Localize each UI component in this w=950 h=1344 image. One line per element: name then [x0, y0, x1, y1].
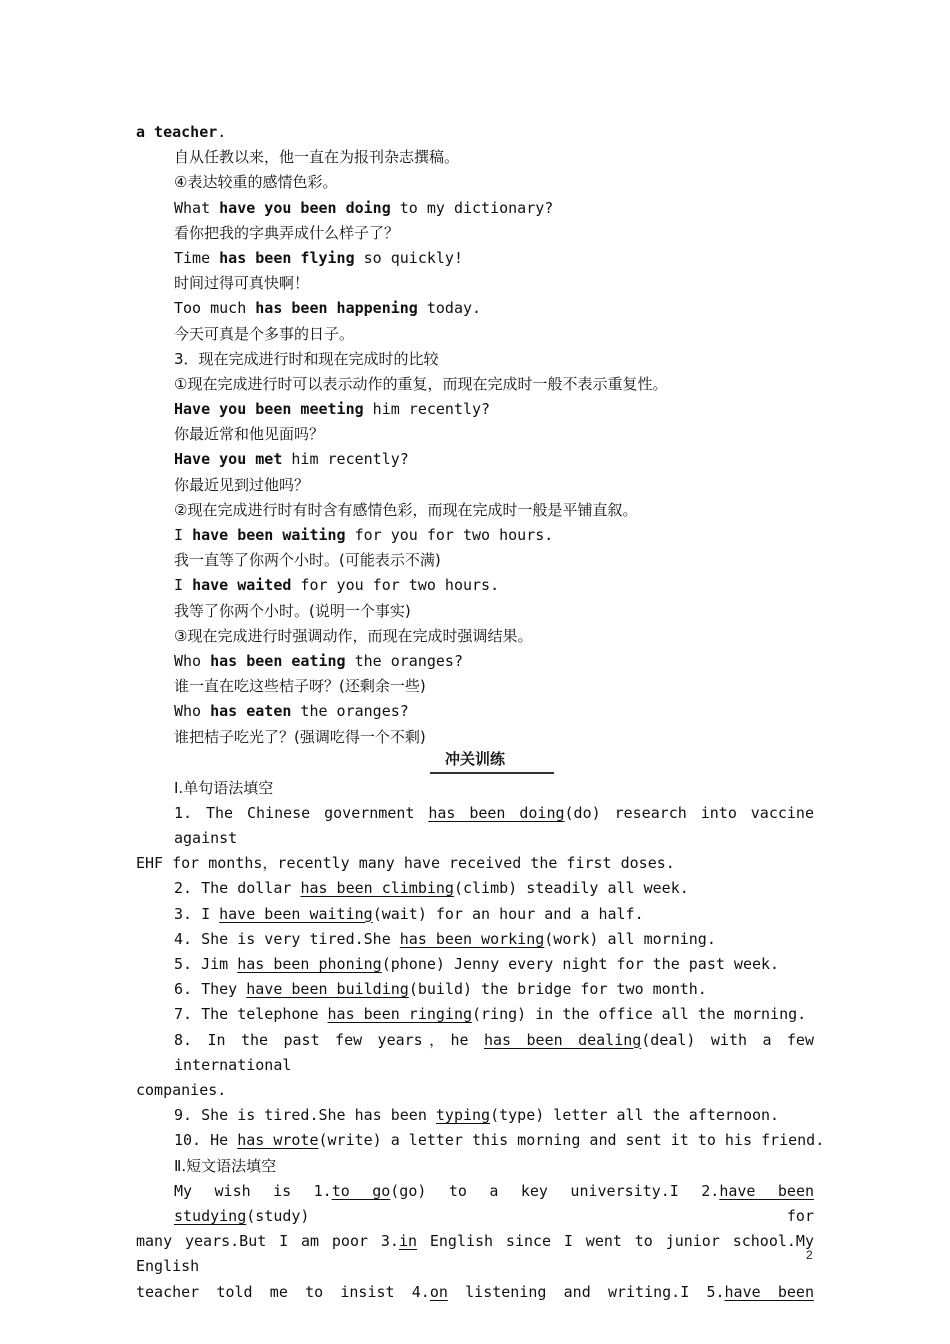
text-run: 我等了你两个小时。(说明一个事实) — [174, 601, 411, 620]
text-line — [136, 548, 814, 573]
text-run: (deal) with a few international — [174, 1030, 814, 1074]
text-run: (wait) for an hour and a half. — [372, 904, 644, 923]
text-run: (climb) steadily all week. — [453, 879, 689, 898]
exercise-line — [136, 1103, 814, 1128]
section-heading-2: Ⅱ.短文语法填空 — [174, 1156, 277, 1175]
text-run: 你最近常和他见面吗？ — [174, 425, 325, 444]
section-heading-1: Ⅰ.单句语法填空 — [174, 778, 274, 797]
text-line — [136, 498, 814, 523]
answer-blank: to go — [331, 1181, 391, 1200]
page-number: 2 — [806, 1248, 813, 1262]
text-run: for you for two hours. — [345, 526, 554, 544]
text-run: (ring) in the office all the morning. — [472, 1005, 807, 1024]
answer-blank: typing — [435, 1106, 491, 1125]
text-line — [136, 120, 814, 145]
text-line — [136, 397, 814, 422]
answer-blank: has been phoning — [237, 955, 382, 974]
text-line — [136, 599, 814, 624]
passage-line — [136, 1179, 814, 1229]
text-line — [136, 649, 814, 674]
passage-line — [136, 1280, 814, 1305]
text-line — [136, 145, 814, 170]
page-content — [136, 120, 825, 1305]
exercise-line — [136, 1078, 814, 1103]
text-line — [136, 447, 814, 472]
text-run: ②现在完成进行时有时含有感情色彩，而现在完成时一般是平铺直叙。 — [174, 500, 638, 519]
text-run: the oranges? — [345, 651, 463, 670]
text-run: Too much — [174, 299, 256, 318]
text-run: . — [217, 123, 227, 141]
text-line — [136, 699, 814, 724]
text-run: for you for two hours. — [291, 576, 500, 595]
text-run: 今天可真是个多事的日子。 — [174, 324, 355, 343]
text-run: ③现在完成进行时强调动作，而现在完成时强调结果。 — [174, 626, 533, 645]
text-run: 2. The dollar — [174, 879, 301, 898]
answer-blank: on — [429, 1282, 448, 1301]
bold-phrase: has eaten — [210, 702, 292, 721]
text-run: 4. She is very tired.She — [174, 929, 400, 948]
exercise-list — [136, 801, 825, 1154]
text-line — [136, 347, 814, 372]
text-line — [136, 725, 814, 750]
bold-phrase: has been flying — [219, 248, 355, 267]
text-line — [136, 322, 814, 347]
answer-blank: have been building — [246, 980, 409, 999]
text-run: 8. In the past few years，he — [174, 1030, 484, 1049]
text-run: Who — [174, 702, 211, 721]
text-run: (write) a letter this morning and sent it to his friend. — [318, 1131, 825, 1150]
text-run: 看你把我的字典弄成什么样子了？ — [174, 223, 400, 242]
section-banner — [136, 750, 814, 776]
text-run: companies. — [136, 1081, 227, 1099]
text-run: to my dictionary? — [390, 198, 554, 217]
text-run: the oranges? — [291, 702, 409, 721]
text-run: 10. He — [174, 1131, 238, 1150]
text-line — [136, 221, 814, 246]
passage-line — [136, 1229, 814, 1279]
banner-title: 冲关训练 — [160, 748, 790, 769]
answer-blank: have been studying — [174, 1181, 815, 1225]
passage — [136, 1179, 814, 1305]
text-run: listening and writing.I 5. — [447, 1282, 725, 1301]
answer-blank: in — [398, 1232, 417, 1251]
text-run: (work) all morning. — [544, 929, 716, 948]
bold-phrase: have been waiting — [192, 526, 346, 544]
text-run: 3．现在完成进行时和现在完成时的比较 — [174, 349, 439, 368]
text-run: 1. The Chinese government — [174, 803, 429, 822]
text-line — [136, 624, 814, 649]
text-run: (study) for — [246, 1206, 814, 1225]
bold-phrase: have you been doing — [219, 198, 391, 217]
text-run: (go) to a key university.I 2. — [390, 1181, 720, 1200]
text-run: Who — [174, 651, 211, 670]
text-run: What — [174, 198, 220, 217]
text-run: so quickly! — [354, 248, 463, 267]
exercise-line — [136, 1028, 814, 1078]
text-run: ①现在完成进行时可以表示动作的重复，而现在完成时一般不表示重复性。 — [174, 374, 668, 393]
text-run: 谁一直在吃这些桔子呀？(还剩余一些) — [174, 677, 426, 696]
text-run: 9. She is tired.She has been — [174, 1106, 436, 1125]
exercise-line — [136, 876, 814, 901]
exercise-line — [136, 952, 814, 977]
text-run: EHF for months，recently many have received the first doses. — [136, 854, 675, 873]
text-run: him recently? — [363, 400, 491, 419]
text-run: I — [174, 576, 193, 595]
text-run: 7. The telephone — [174, 1005, 328, 1024]
text-line — [136, 523, 814, 548]
text-line — [136, 196, 814, 221]
text-line — [136, 296, 814, 321]
text-run: 3. I — [174, 904, 220, 923]
text-run: him recently? — [282, 450, 409, 469]
text-run: 6. They — [174, 980, 247, 999]
exercise-line — [136, 1128, 825, 1153]
text-run: I — [174, 526, 193, 544]
answer-blank: have been waiting — [219, 904, 373, 923]
text-run: 谁把桔子吃光了？(强调吃得一个不剩) — [174, 727, 426, 746]
text-run: Time — [174, 248, 220, 267]
text-run: English since I went to junior school.My English — [136, 1232, 814, 1276]
exercise-line — [136, 977, 814, 1002]
text-line — [136, 170, 814, 195]
text-run: many years.But I am poor 3. — [136, 1232, 399, 1251]
bold-phrase: Have you been meeting — [174, 400, 364, 419]
text-line — [136, 674, 814, 699]
exercise-line — [136, 902, 814, 927]
text-run: 自从任教以来，他一直在为报刊杂志撰稿。 — [174, 148, 460, 167]
text-run: 你最近见到过他吗？ — [174, 475, 310, 494]
text-line — [136, 422, 814, 447]
text-line — [136, 372, 814, 397]
bold-phrase: has been happening — [255, 299, 418, 318]
text-line — [136, 573, 814, 598]
answer-blank: has been doing — [428, 803, 565, 822]
text-run: My wish is 1. — [174, 1181, 332, 1200]
text-run: (build) the bridge for two month. — [408, 980, 707, 999]
answer-blank: have been — [724, 1282, 814, 1301]
exercise-line — [136, 1002, 814, 1027]
bold-phrase: have waited — [192, 576, 292, 595]
text-line — [136, 246, 814, 271]
text-run: (type) letter all the afternoon. — [490, 1106, 780, 1125]
answer-blank: has been climbing — [300, 879, 454, 898]
grammar-notes — [136, 120, 814, 750]
text-run: 5. Jim — [174, 955, 238, 974]
text-line — [136, 271, 814, 296]
text-line — [136, 473, 814, 498]
bold-phrase: Have you met — [174, 450, 283, 469]
answer-blank: has been working — [399, 929, 545, 948]
text-run: teacher told me to insist 4. — [136, 1282, 430, 1301]
answer-blank: has been ringing — [327, 1005, 473, 1024]
exercise-line — [136, 851, 814, 876]
text-run: (phone) Jenny every night for the past week. — [381, 955, 780, 974]
bold-phrase: a teacher — [136, 123, 218, 141]
bold-phrase: has been eating — [210, 651, 346, 670]
text-run: (do) research into vaccine against — [174, 803, 814, 848]
text-run: 时间过得可真快啊！ — [174, 274, 310, 293]
exercise-line — [136, 927, 814, 952]
text-run: 我一直等了你两个小时。(可能表示不满) — [174, 551, 441, 570]
text-run: ④表达较重的感情色彩。 — [174, 173, 338, 192]
exercise-line — [136, 801, 814, 851]
answer-blank: has been dealing — [484, 1030, 642, 1049]
answer-blank: has wrote — [237, 1131, 319, 1150]
text-run: today. — [417, 299, 482, 318]
